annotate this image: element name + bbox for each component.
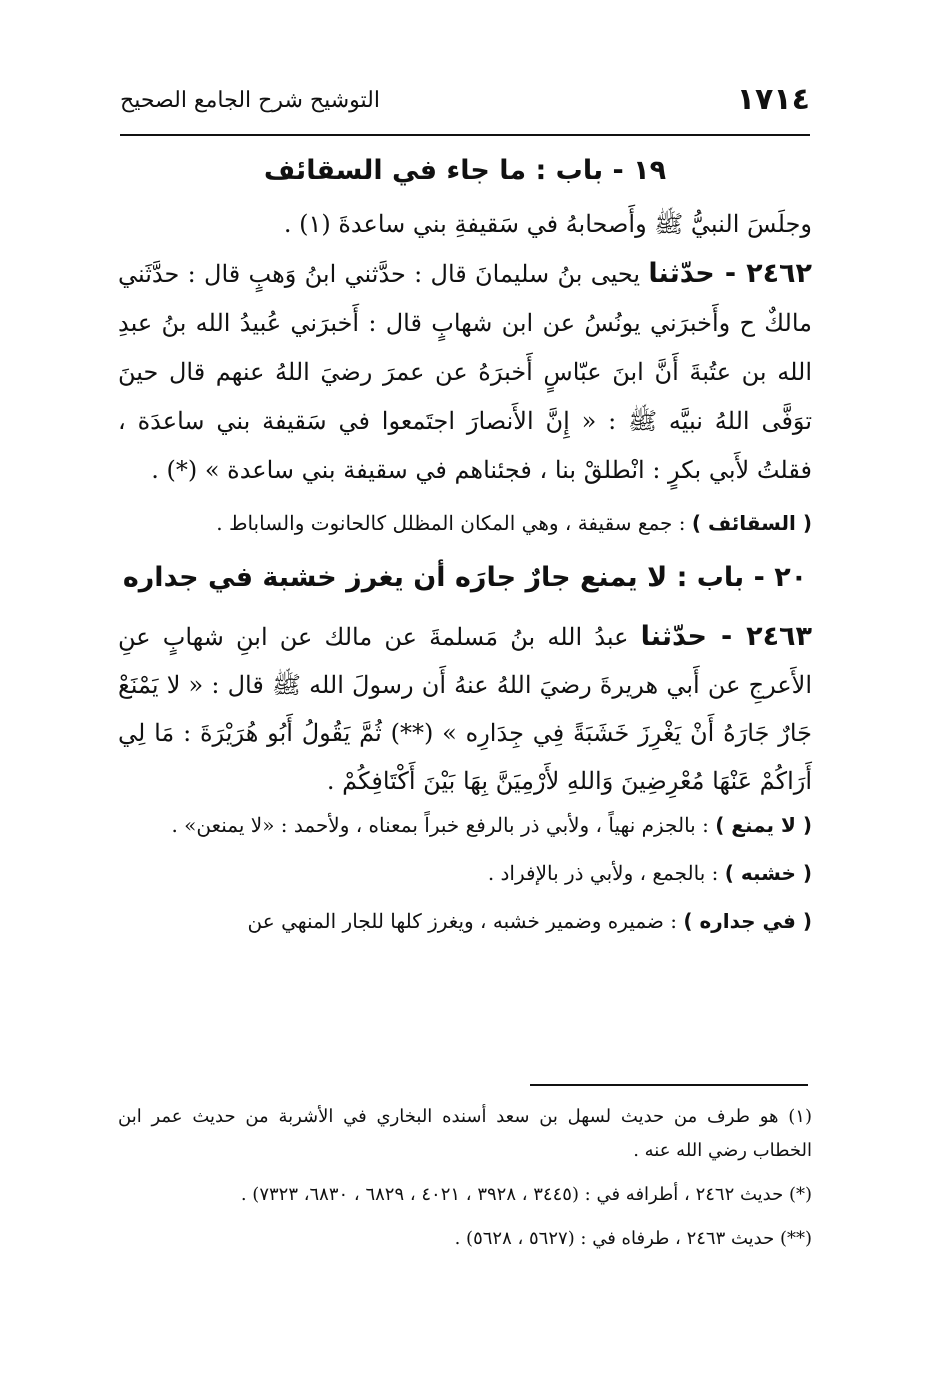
header-divider bbox=[120, 134, 810, 136]
note-saqaif-text: : جمع سقيفة ، وهي المكان المظلل كالحانوت والساباط . bbox=[216, 511, 692, 535]
note-saqaif-term: ( السقائف ) bbox=[691, 511, 812, 535]
footnote-star: (*) حديث ٢٤٦٢ ، أطرافه في : (٣٤٤٥ ، ٣٩٢٨ ، ٤٠٢١ ، ٦٨٢٩ ، ٦٨٣٠، ٧٣٢٣) . bbox=[240, 1184, 812, 1205]
hadith-2462-text: يحيى بنُ سليمانَ قال : حدَّثني ابنُ وَهبٍ قال : حدَّثَني مالكٌ ح وأَخبرَني يونُسُ عن ابن شهابٍ قال : أَخبرَني عُبيدُ الله بنُ عبدِ الله بن عتُبةَ أَنَّ ابنَ عبّاسٍ أَخبرَهُ عن عمرَ رضيَ اللهُ عنهم قال حينَ توَفَّى اللهُ نبيَّه ﷺ : « إِنَّ الأَنصارَ اجتَمعوا في سَقيفة بني ساعدَة ، فقلتُ لأَبي بكرٍ : انْطلقْ بنا ، فجئناهم في سقيفة بني ساعدة » (*) . bbox=[118, 260, 813, 484]
note-jidarih bbox=[118, 901, 812, 941]
note-khashabah-term: ( خشبه ) bbox=[724, 861, 812, 885]
note-khashabah bbox=[118, 853, 812, 893]
main-text bbox=[118, 150, 812, 941]
chapter-19-heading: ١٩ - باب : ما جاء في السقائف bbox=[263, 155, 667, 186]
running-title: التوشيح شرح الجامع الصحيح bbox=[120, 88, 380, 113]
chapter-20-heading: ٢٠ - باب : لا يمنع جارٌ جارَه أن يغرز خشبة في جداره bbox=[122, 562, 808, 593]
hadith-2463-number: ٢٤٦٣ - حدّثنا bbox=[640, 621, 813, 652]
note-jidarih-term: ( في جداره ) bbox=[683, 909, 812, 933]
hadith-2462-number: ٢٤٦٢ - حدّثنا bbox=[648, 258, 813, 289]
hadith-2463 bbox=[118, 613, 812, 805]
footnote-1: (١) هو طرف من حديث لسهل بن سعد أسنده البخاري في الأشربة من حديث عمر ابن الخطاب رضي الله عنه . bbox=[118, 1106, 812, 1161]
note-saqaif bbox=[118, 503, 812, 543]
page-header bbox=[120, 82, 810, 132]
note-la-yamna-text: : بالجزم نهياً ، ولأبي ذر بالرفع خبراً بمعناه ، ولأحمد : «لا يمنعن» . bbox=[171, 813, 716, 837]
chapter-19-intro: وجلَسَ النبيُّ ﷺ وأَصحابهُ في سَقيفةِ بني ساعدةَ (١) . bbox=[283, 210, 812, 238]
note-la-yamna bbox=[118, 805, 812, 845]
note-jidarih-text: : ضميره وضمير خشبه ، ويغرز كلها للجار المنهي عن bbox=[247, 909, 684, 933]
hadith-2463-text: عبدُ الله بنُ مَسلمةَ عن مالك عن ابنِ شهابٍ عنِ الأَعرجِ عن أَبي هريرةَ رضيَ اللهُ عنهُ أَن رسولَ الله ﷺ قال : « لا يَمْنَعْ جَارٌ جَارَهُ أَنْ يَغْرِزَ خَشَبَةً فِي جِدَارِه » (**) ثُمَّ يَقُولُ أَبُو هُرَيْرَةَ : مَا لِي أَرَاكُمْ عَنْهَا مُعْرِضِينَ وَاللهِ لأَرْمِيَنَّ بِهَا بَيْنَ أَكْتَافِكُمْ . bbox=[118, 623, 812, 795]
note-la-yamna-term: ( لا يمنع ) bbox=[715, 813, 812, 837]
page-number: ١٧١٤ bbox=[736, 82, 810, 117]
footnote-divider bbox=[530, 1084, 808, 1086]
footnote-double-star: (**) حديث ٢٤٦٣ ، طرفاه في : (٥٦٢٧ ، ٥٦٢٨) . bbox=[454, 1228, 812, 1249]
note-khashabah-text: : بالجمع ، ولأبي ذر بالإفراد . bbox=[487, 861, 725, 885]
hadith-2462 bbox=[118, 249, 812, 495]
footnotes bbox=[118, 1100, 812, 1256]
